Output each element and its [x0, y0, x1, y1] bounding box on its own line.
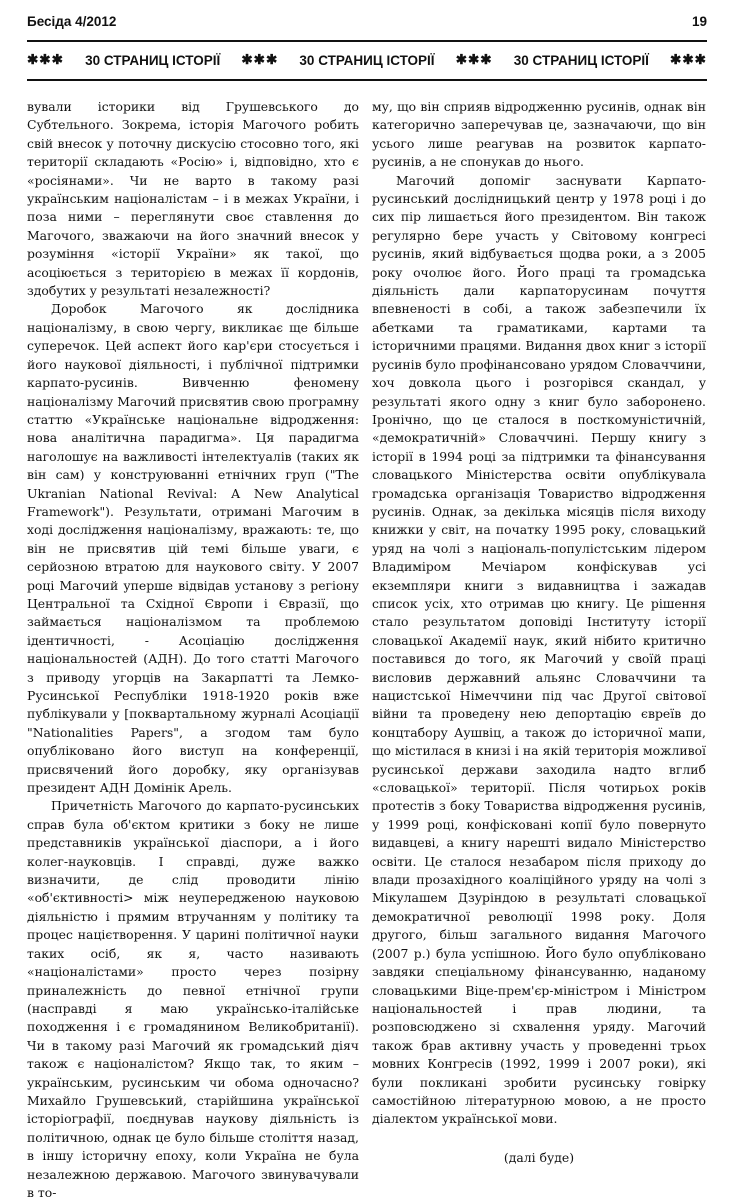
stars-separator: ✱✱✱: [241, 52, 279, 67]
stars-separator: ✱✱✱: [670, 52, 707, 67]
section-title: 30 СТРАНИЦ ІСТОРІЇ: [299, 52, 435, 68]
stars-separator: ✱✱✱: [455, 52, 493, 67]
paragraph: Доробок Магочого як дослідника націоналізму, в свою чергу, викликає ще більше суперечок. Цей аспект його кар'єри стосується і його наукової діяльності, і публічної підтримки карпато-русинів. Вивченню феномену націоналізму Магочий присвятив свою програмну статтю «Українське національне відродження: нова аналітична парадигма». Ця парадигма наголошує на важливості інтелектуалів (таких як він сам) у конструюванні етнічних груп ("The Ukranian National Revival: A New Analytical Framework"). Результати, отримані Магочим в ході дослідження націоналізму, вражають: те, що він не присвятив цій темі більше уваги, є серйозною втратою для наукового світу. У 2007 році Магочий уперше відвідав установу з регіону Центральної та Східної Європи і Євразії, що займається націоналізмом та проблемою ідентичності, - Асоціацію дослідження національностей (АДН). До того статті Магочого з приводу угорців на Закарпатті та Лемко-Русинської Республіки 1918-1920 років вже публікували у [поквартальному журналі Асоціації "Nationalities Papers", а згодом там було опубліковано його виступ на конференції, присвячений його доробку, яку організував президент АДН Домінік Арель.: [27, 301, 359, 796]
paragraph: Магочий допоміг заснувати Карпато-русинський дослідницький центр у 1978 році і до сих пір лишається його президентом. Він також регулярно бере участь у Світовому конгресі русинів, який відбувається щодва роки, а з 2005 року очолює його. Його праці та громадська діяльність дали карпаторусинам почуття впевненості в собі, а також забезпечили їх абетками та граматиками, картами та історичними працями. Видання двох книг з історії русинів було профінансовано урядом Словаччини, хоч довкола цього і розгорівся скандал, у результаті якого одну з книг було заборонено. Іронічно, що це сталося в посткомуністичній, «демократичній» Словаччині. Першу книгу з історії в 1994 році за підтримки та фінансування словацького Міністерства освіти опублікувала громадська організація Товариство відродження русинів. Однак, за декілька місяців після виходу книжки у світ, на початку 1995 року, словацький уряд на чолі з національ-популістським лідером Владиміром Мечіаром конфіскував усі екземпляри книги з видавництва і зажадав список усіх, хто отримав цю книгу. Це рішення стало результатом доповіді Інституту історії словацької Академії наук, який нібито критично поставився до того, як Магочий у своїй праці висловив державний альянс Словаччини та нацистської Німеччини під час Другої світової війни та проведену нею депортацію євреїв до концтабору Аушвіц, а також до історичної мапи, що містилася в книзі і на якій територія можливої русинської держави заходила надто вглиб «словацької» території. Після чотирьох років протестів з боку Товариства відродження русинів, у 1999 році, конфісковані копії було повернуто видавцеві, а книгу нарешті видало Міністерство освіти. Це сталося незабаром після приходу до влади прозахідного коаліційного уряду на чолі з Мікулашем Дзуріндою в результаті словацької демократичної революції 1998 року. Доля другого, більш загального видання Магочого (2007 р.) була успішною. Його було опубліковано завдяки спеціальному фінансуванню, наданому словацькими Віце-прем'єр-міністром і Міністром національностей і прав людини, та розповсюджено зі схвалення уряду. Магочий також брав активну участь у проведенні трьох мовних Конгресів (1992, 1999 і 2007 роки), які були покликані зробити русинську говірку самостійною літературною мовою, а не просто діалектом української мови.: [372, 172, 706, 1127]
header-rule-bottom: [27, 79, 707, 81]
stars-separator: ✱✱✱: [27, 52, 64, 67]
section-title: 30 СТРАНИЦ ІСТОРІЇ: [85, 52, 221, 68]
to-be-continued: (далі буде): [503, 1149, 575, 1165]
section-banner: [27, 52, 707, 68]
paragraph: вували історики від Грушевського до Субтельного. Зокрема, історія Магочого робить свій внесок у поточну дискусію стосовно того, які території складають «Росію» і, відповідно, хто є «росіянами». Чи не варто в такому разі українським націоналістам – і в межах України, і поза ними – переглянути своє ставлення до Магочого, зважаючи на його значний внесок у розуміння «історії України» як такої, що асоціюється з територією в межах її кордонів, здобутих у результаті незалежності?: [27, 99, 359, 299]
paragraph: Причетність Магочого до карпато-русинських справ була об'єктом критики з боку не лише представників української діаспори, а і його колег-науковців. І справді, дуже важко визначити, де слід проводити лінію «об'єктивності> між неупередженою науковою діяльністю і прямим втручанням у політику та процес націєтворення. У царині політичної науки таких осіб, як я, часто називають «націоналістами» просто через позірну приналежність до певної етнічної групи (насправді я маю українсько-італійське походження і є громадянином Великобританії). Чи в такому разі Магочий як громадський діяч також є націоналістом? Якщо так, то яким – українським, русинським чи обома одночасно? Михайло Грушевський, старійшина української історіографії, поєднував наукову діяльність із політичною, однак це було більше століття назад, в іншу історичну епоху, коли Україна не була незалежною державою. Магочого звинувачували в то-: [27, 798, 359, 1200]
right-column: [372, 98, 706, 1167]
header-rule-top: [27, 40, 707, 42]
page-header: [27, 14, 707, 32]
left-column: [27, 98, 359, 1202]
section-title: 30 СТРАНИЦ ІСТОРІЇ: [513, 52, 649, 68]
page-number: 19: [691, 14, 707, 29]
paragraph: му, що він сприяв відродженню русинів, однак він категорично заперечував це, зазначаючи, що він усього лише реагував на розвиток карпато-русинів, а не спонукав до нього.: [372, 99, 706, 170]
journal-issue: Бесіда 4/2012: [27, 14, 117, 29]
